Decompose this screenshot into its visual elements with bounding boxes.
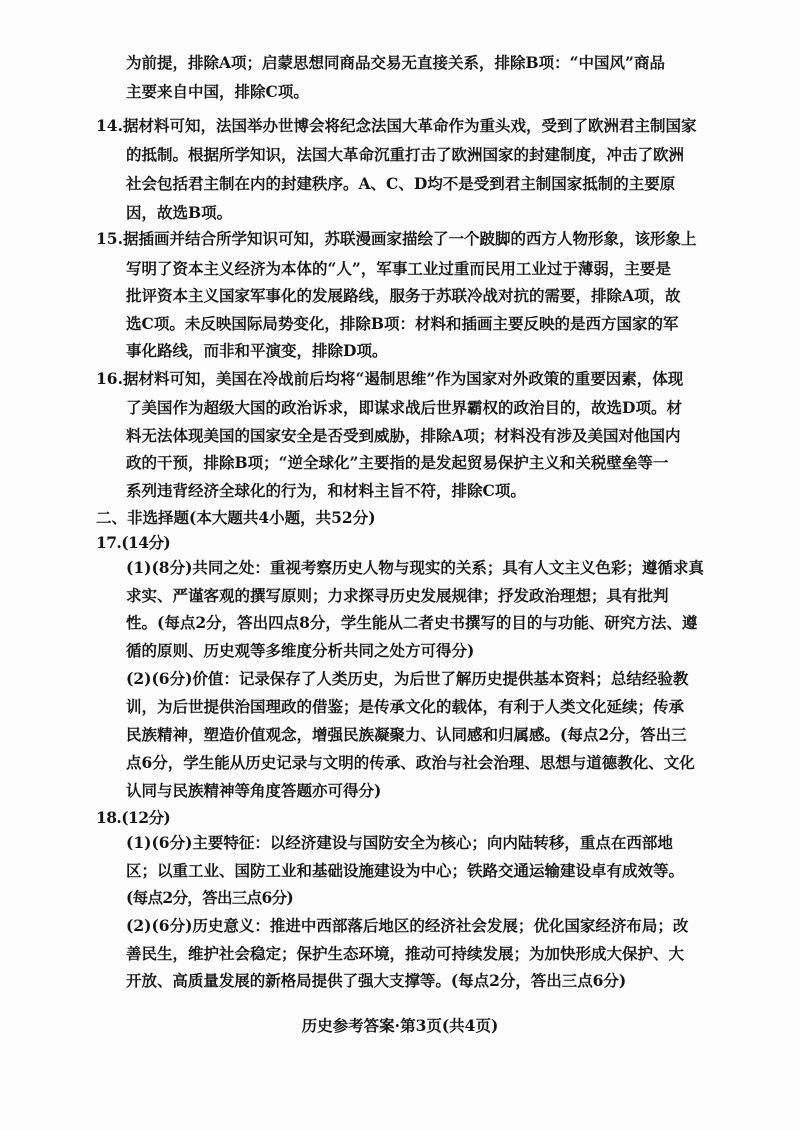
text-line: 政的干预，排除B项；“逆全球化”主要指的是发起贸易保护主义和关税壁垒等一 <box>126 453 669 472</box>
text-line: 循的原则、历史观等多维度分析共同之处方可得分) <box>126 641 475 660</box>
question-14-line: 14.据材料可知，法国举办世博会将纪念法国大革命作为重头戏，受到了欧洲君主制国家 <box>96 116 697 135</box>
text-line: 的抵制。根据所学知识，法国大革命沉重打击了欧洲国家的封建制度，冲击了欧洲 <box>126 145 685 164</box>
text-line: 社会包括君主制在内的封建秩序。A、C、D均不是受到君主制国家抵制的主要原 <box>126 174 676 193</box>
text-line: 因，故选B项。 <box>126 203 233 222</box>
text-line: 主要来自中国，排除C项。 <box>126 82 309 101</box>
question-17-heading: 17.(14分) <box>96 533 171 552</box>
text-line: (2)(6分)历史意义：推进中西部落后地区的经济社会发展；优化国家经济布局；改 <box>126 916 689 935</box>
page-footer: 历史参考答案·第3页(共4页) <box>301 1016 499 1035</box>
text-line: 开放、高质量发展的新格局提供了强大支撑等。(每点2分，答出三点6分) <box>126 971 627 990</box>
text-line: 事化路线，而非和平演变，排除D项。 <box>126 341 388 360</box>
text-line: 善民生，维护社会稳定；保护生态环境，推动可持续发展；为加快形成大保护、大 <box>126 944 685 963</box>
text-line: (2)(6分)价值：记录保存了人类历史，为后世了解历史提供基本资料；总结经验教 <box>126 669 689 688</box>
question-15-line: 15.据插画并结合所学知识可知，苏联漫画家描绘了一个跛脚的西方人物形象，该形象上 <box>96 229 697 248</box>
text-line: 求实、严谨客观的撰写原则；力求探寻历史发展规律；抒发政治理想；具有批判 <box>126 586 669 605</box>
question-18-heading: 18.(12分) <box>96 808 171 827</box>
section-heading: 二、非选择题(本大题共4小题，共52分) <box>96 508 376 527</box>
text-line: (1)(6分)主要特征：以经济建设与国防安全为核心；向内陆转移，重点在西部地 <box>126 833 673 852</box>
text-line: 认同与民族精神等角度答题亦可得分) <box>126 781 382 800</box>
text-line: 性。(每点2分，答出四点8分，学生能从二者史书撰写的目的与功能、研究方法、遵 <box>126 613 698 632</box>
text-line: 训，为后世提供治国理政的借鉴；是传承文化的载体，有利于人类文化延续；传承 <box>126 697 685 716</box>
text-line: 为前提，排除A项；启蒙思想同商品交易无直接关系，排除B项：“中国风”商品 <box>126 53 665 72</box>
text-line: 选C项。未反映国际局势变化，排除B项：材料和插画主要反映的是西方国家的军 <box>126 314 679 333</box>
text-line: (1)(8分)共同之处：重视考察历史人物与现实的关系；具有人文主义色彩；遵循求真 <box>126 558 704 577</box>
text-line: (每点2分，答出三点6分) <box>126 888 294 907</box>
text-line: 写明了资本主义经济为本体的“人”，军事工业过重而民用工业过于薄弱，主要是 <box>126 259 671 278</box>
text-line: 区；以重工业、国防工业和基础设施建设为中心；铁路交通运输建设卓有成效等。 <box>126 861 685 880</box>
text-line: 了美国作为超级大国的政治诉求，即谋求战后世界霸权的政治目的，故选D项。材 <box>126 398 682 417</box>
text-line: 点6分，学生能从历史记录与文明的传承、政治与社会治理、思想与道德教化、文化 <box>126 753 695 772</box>
text-line: 系列违背经济全球化的行为，和材料主旨不符，排除C项。 <box>126 481 526 500</box>
text-line: 批评资本主义国家军事化的发展路线，服务于苏联冷战对抗的需要，排除A项，故 <box>126 286 681 305</box>
text-line: 料无法体现美国的国家安全是否受到威胁，排除A项；材料没有涉及美国对他国内 <box>126 426 681 445</box>
text-line: 民族精神，塑造价值观念，增强民族凝聚力、认同感和归属感。(每点2分，答出三 <box>126 725 687 744</box>
question-16-line: 16.据材料可知，美国在冷战前后均将“遏制思维”作为国家对外政策的重要因素，体现 <box>96 369 684 388</box>
